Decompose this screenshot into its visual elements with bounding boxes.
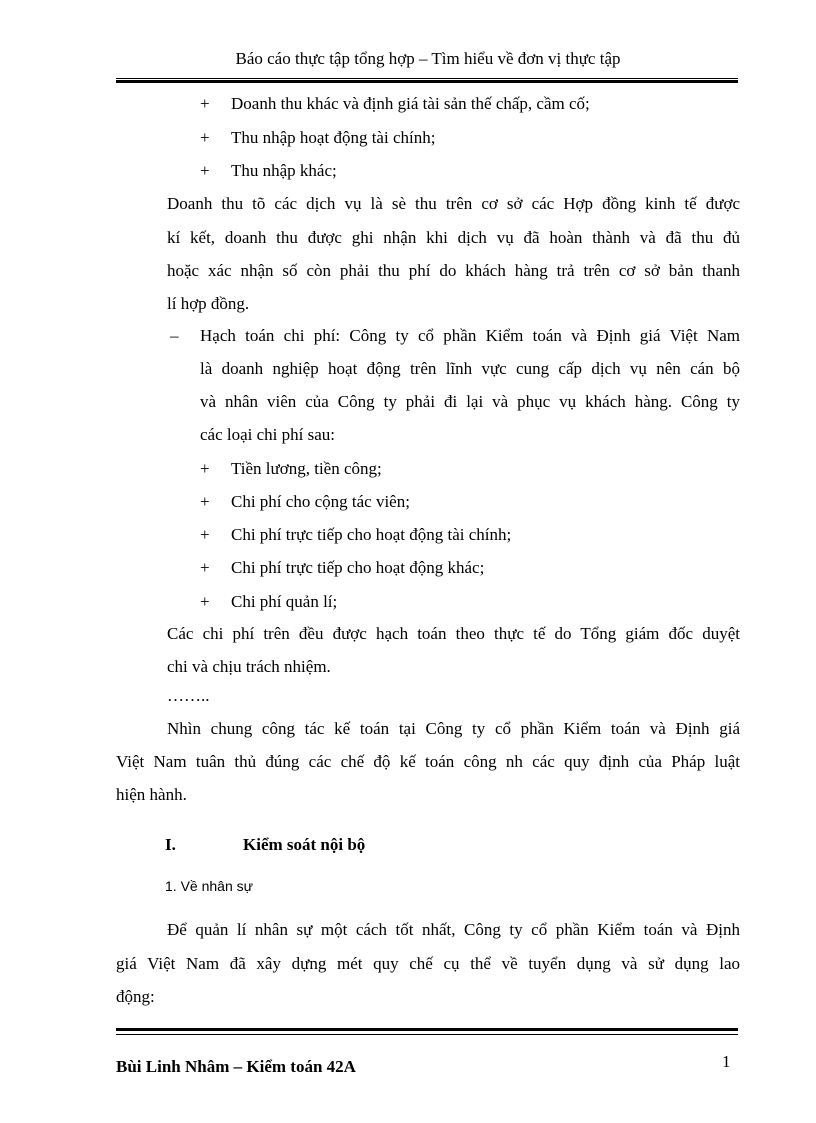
subsection-title: 1. Về nhân sự <box>165 878 253 894</box>
bullet-marker: + <box>200 492 210 511</box>
paragraph-line: Hạch toán chi phí: Công ty cổ phần Kiểm toán và Định giá Việt Nam <box>200 326 740 345</box>
paragraph-line: và nhân viên của Công ty phải đi lại và phục vụ khách hàng. Công ty <box>200 392 740 411</box>
paragraph-line: Doanh thu tõ các dịch vụ là sè thu trên cơ sở các Hợp đồng kinh tế được <box>167 194 740 213</box>
paragraph-line: Để quản lí nhân sự một cách tốt nhất, Công ty cổ phần Kiểm toán và Định <box>167 920 740 939</box>
footer-rule <box>116 1028 738 1035</box>
paragraph-line: Việt Nam tuân thủ đúng các chế độ kế toán công nh các quy định của Pháp luật <box>116 752 740 771</box>
list-item: Chi phí cho cộng tác viên; <box>231 492 410 511</box>
paragraph-line: kí kết, doanh thu được ghi nhận khi dịch vụ đã hoàn thành và đã thu đủ <box>167 228 740 247</box>
list-item: Tiền lương, tiền công; <box>231 459 382 478</box>
paragraph-line: hoặc xác nhận số còn phải thu phí do khách hàng trả trên cơ sở bản thanh <box>167 261 740 280</box>
paragraph-line: là doanh nghiệp hoạt động trên lĩnh vực cung cấp dịch vụ nên cán bộ <box>200 359 740 378</box>
dash-marker: – <box>170 326 179 345</box>
section-number: I. <box>165 835 176 854</box>
page-header-title: Báo cáo thực tập tổng hợp – Tìm hiểu về đơn vị thực tập <box>235 49 621 68</box>
bullet-marker: + <box>200 128 210 147</box>
bullet-marker: + <box>200 161 210 180</box>
bullet-marker: + <box>200 592 210 611</box>
bullet-marker: + <box>200 94 210 113</box>
bullet-marker: + <box>200 525 210 544</box>
paragraph-line: Nhìn chung công tác kế toán tại Công ty cổ phần Kiểm toán và Định giá <box>167 719 740 738</box>
list-item: Chi phí quản lí; <box>231 592 338 611</box>
paragraph-line: hiện hành. <box>116 785 187 804</box>
ellipsis: …….. <box>167 686 210 705</box>
list-item: Chi phí trực tiếp cho hoạt động khác; <box>231 558 485 577</box>
list-item: Thu nhập khác; <box>231 161 337 180</box>
list-item: Chi phí trực tiếp cho hoạt động tài chính; <box>231 525 512 544</box>
paragraph-line: Các chi phí trên đều được hạch toán theo thực tế do Tổng giám đốc duyệt <box>167 624 740 643</box>
paragraph-line: các loại chi phí sau: <box>200 425 336 444</box>
list-item: Thu nhập hoạt động tài chính; <box>231 128 436 147</box>
page-number: 1 <box>722 1052 731 1071</box>
footer-author: Bùi Linh Nhâm – Kiểm toán 42A <box>116 1057 356 1076</box>
paragraph-line: giá Việt Nam đã xây dựng mét quy chế cụ thể về tuyển dụng và sử dụng lao <box>116 954 740 973</box>
section-title: Kiểm soát nội bộ <box>243 835 366 854</box>
paragraph-line: động: <box>116 987 155 1006</box>
paragraph-line: lí hợp đồng. <box>167 294 250 313</box>
bullet-marker: + <box>200 459 210 478</box>
bullet-marker: + <box>200 558 210 577</box>
paragraph-line: chi và chịu trách nhiệm. <box>167 657 331 676</box>
header-rule <box>116 78 738 83</box>
list-item: Doanh thu khác và định giá tài sản thế chấp, cầm cố; <box>231 94 590 113</box>
